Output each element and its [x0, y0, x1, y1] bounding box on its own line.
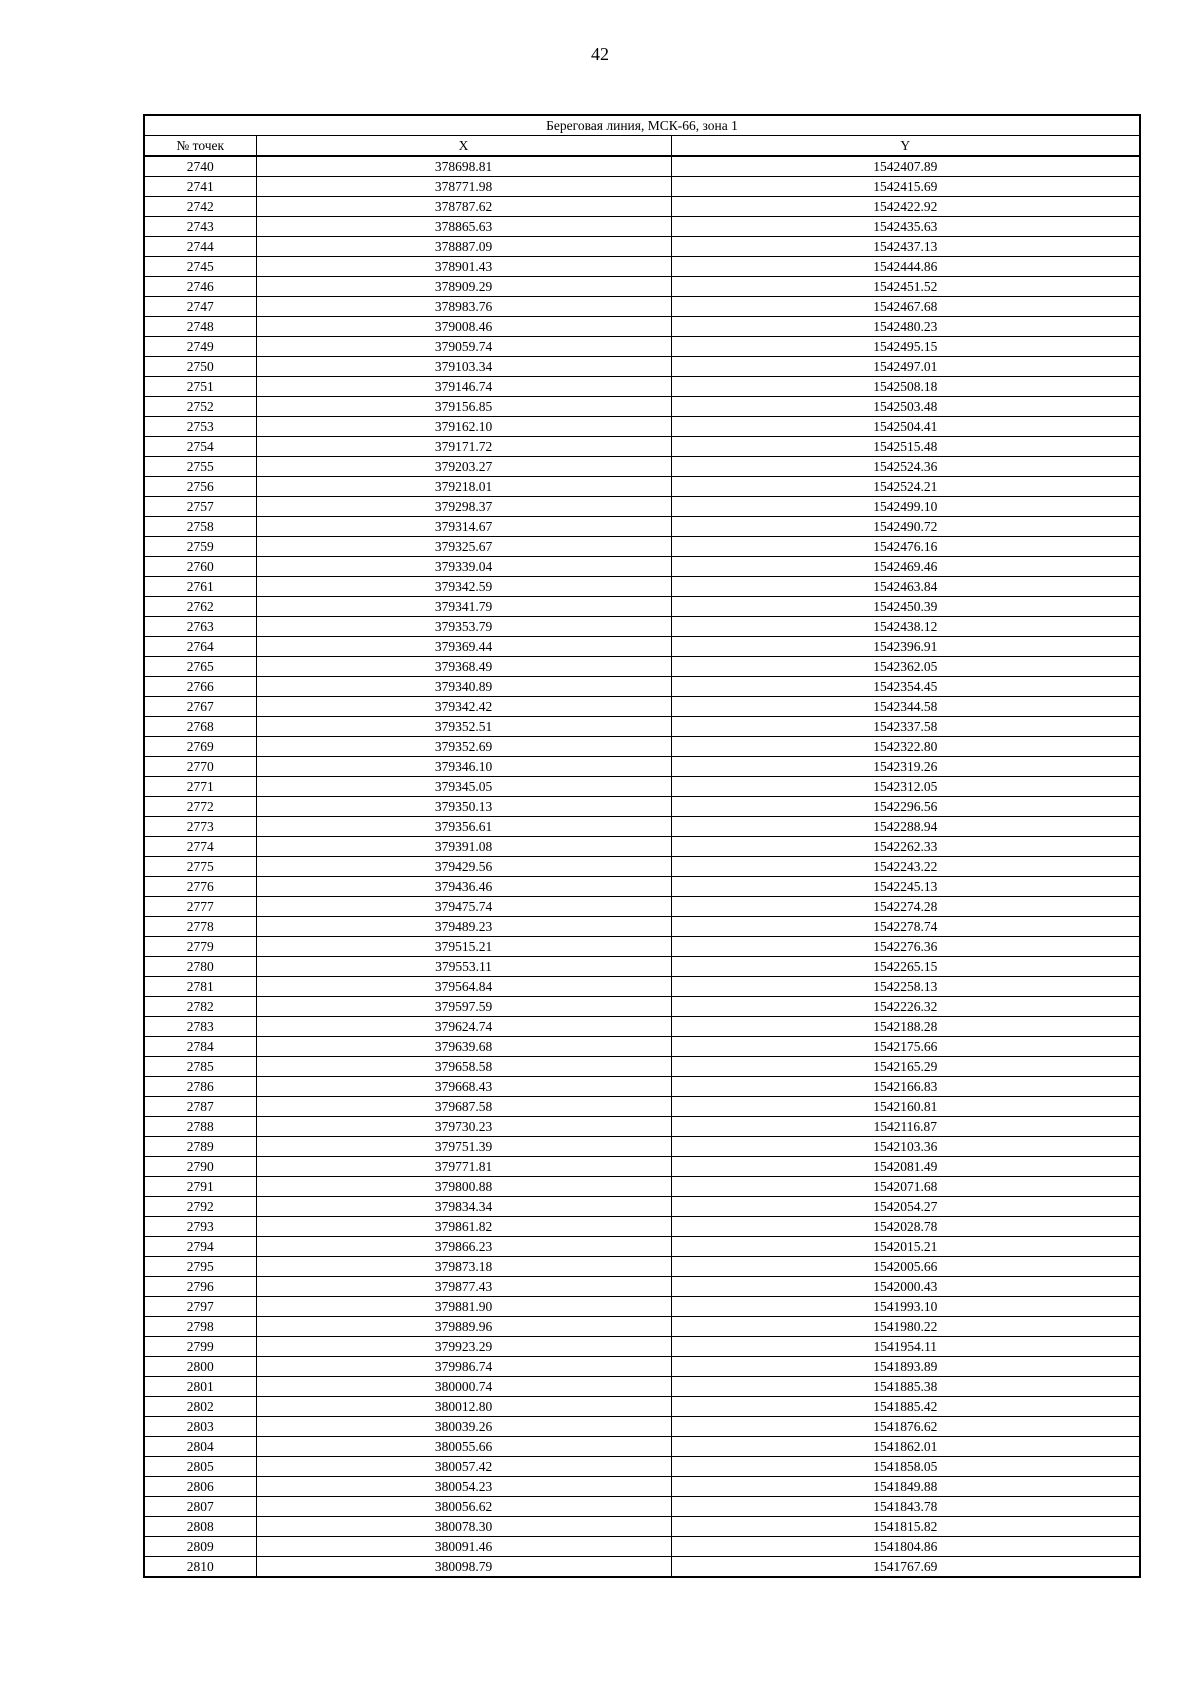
cell-y: 1541804.86 — [671, 1537, 1140, 1557]
table-row — [144, 1097, 1140, 1117]
cell-y: 1542490.72 — [671, 517, 1140, 537]
cell-x: 379687.58 — [256, 1097, 671, 1117]
cell-x: 379339.04 — [256, 557, 671, 577]
cell-point-number: 2782 — [144, 997, 256, 1017]
cell-point-number: 2763 — [144, 617, 256, 637]
cell-point-number: 2744 — [144, 237, 256, 257]
cell-point-number: 2781 — [144, 977, 256, 997]
table-row — [144, 1157, 1140, 1177]
cell-point-number: 2757 — [144, 497, 256, 517]
cell-x: 379668.43 — [256, 1077, 671, 1097]
table-head — [144, 115, 1140, 156]
cell-x: 379800.88 — [256, 1177, 671, 1197]
cell-point-number: 2790 — [144, 1157, 256, 1177]
table-row — [144, 257, 1140, 277]
cell-point-number: 2743 — [144, 217, 256, 237]
cell-point-number: 2798 — [144, 1317, 256, 1337]
cell-y: 1542296.56 — [671, 797, 1140, 817]
cell-point-number: 2762 — [144, 597, 256, 617]
cell-point-number: 2772 — [144, 797, 256, 817]
cell-y: 1542276.36 — [671, 937, 1140, 957]
cell-point-number: 2806 — [144, 1477, 256, 1497]
cell-y: 1542243.22 — [671, 857, 1140, 877]
table-row — [144, 1077, 1140, 1097]
table-row — [144, 156, 1140, 177]
cell-y: 1542337.58 — [671, 717, 1140, 737]
table-row — [144, 277, 1140, 297]
cell-point-number: 2774 — [144, 837, 256, 857]
cell-y: 1542165.29 — [671, 1057, 1140, 1077]
cell-y: 1541858.05 — [671, 1457, 1140, 1477]
cell-x: 379391.08 — [256, 837, 671, 857]
cell-point-number: 2810 — [144, 1557, 256, 1578]
cell-point-number: 2761 — [144, 577, 256, 597]
cell-y: 1541885.42 — [671, 1397, 1140, 1417]
cell-point-number: 2759 — [144, 537, 256, 557]
table-row — [144, 1057, 1140, 1077]
table-row — [144, 837, 1140, 857]
cell-y: 1542116.87 — [671, 1117, 1140, 1137]
table-row — [144, 737, 1140, 757]
cell-point-number: 2791 — [144, 1177, 256, 1197]
cell-point-number: 2773 — [144, 817, 256, 837]
cell-x: 379597.59 — [256, 997, 671, 1017]
table-row — [144, 637, 1140, 657]
cell-y: 1542226.32 — [671, 997, 1140, 1017]
table-body — [144, 156, 1140, 1577]
cell-y: 1542175.66 — [671, 1037, 1140, 1057]
table-header-row — [144, 136, 1140, 157]
cell-y: 1542444.86 — [671, 257, 1140, 277]
cell-y: 1542071.68 — [671, 1177, 1140, 1197]
cell-x: 380098.79 — [256, 1557, 671, 1578]
table-row — [144, 817, 1140, 837]
cell-x: 380000.74 — [256, 1377, 671, 1397]
cell-y: 1542451.52 — [671, 277, 1140, 297]
cell-point-number: 2784 — [144, 1037, 256, 1057]
cell-point-number: 2749 — [144, 337, 256, 357]
cell-y: 1542028.78 — [671, 1217, 1140, 1237]
table-row — [144, 757, 1140, 777]
cell-x: 378787.62 — [256, 197, 671, 217]
table-title-row — [144, 115, 1140, 136]
cell-x: 380078.30 — [256, 1517, 671, 1537]
page-number: 42 — [591, 44, 609, 64]
cell-x: 378887.09 — [256, 237, 671, 257]
cell-point-number: 2755 — [144, 457, 256, 477]
column-header-point-number: № точек — [144, 136, 256, 157]
cell-y: 1542015.21 — [671, 1237, 1140, 1257]
table-row — [144, 1437, 1140, 1457]
cell-y: 1542312.05 — [671, 777, 1140, 797]
cell-x: 379162.10 — [256, 417, 671, 437]
table-row — [144, 657, 1140, 677]
table-row — [144, 1037, 1140, 1057]
cell-point-number: 2771 — [144, 777, 256, 797]
cell-y: 1542344.58 — [671, 697, 1140, 717]
table-row — [144, 597, 1140, 617]
table-row — [144, 177, 1140, 197]
cell-point-number: 2789 — [144, 1137, 256, 1157]
cell-x: 379156.85 — [256, 397, 671, 417]
cell-y: 1541993.10 — [671, 1297, 1140, 1317]
cell-x: 378865.63 — [256, 217, 671, 237]
table-row — [144, 697, 1140, 717]
cell-x: 379356.61 — [256, 817, 671, 837]
table-row — [144, 197, 1140, 217]
cell-y: 1542278.74 — [671, 917, 1140, 937]
table-row — [144, 537, 1140, 557]
cell-point-number: 2740 — [144, 156, 256, 177]
cell-x: 379771.81 — [256, 1157, 671, 1177]
cell-x: 379429.56 — [256, 857, 671, 877]
cell-y: 1541843.78 — [671, 1497, 1140, 1517]
cell-y: 1542480.23 — [671, 317, 1140, 337]
cell-point-number: 2768 — [144, 717, 256, 737]
cell-point-number: 2778 — [144, 917, 256, 937]
cell-y: 1542407.89 — [671, 156, 1140, 177]
cell-x: 379342.42 — [256, 697, 671, 717]
cell-y: 1542515.48 — [671, 437, 1140, 457]
cell-y: 1542081.49 — [671, 1157, 1140, 1177]
cell-x: 380091.46 — [256, 1537, 671, 1557]
cell-x: 379489.23 — [256, 917, 671, 937]
cell-x: 379515.21 — [256, 937, 671, 957]
cell-x: 379923.29 — [256, 1337, 671, 1357]
cell-y: 1542274.28 — [671, 897, 1140, 917]
table-row — [144, 1177, 1140, 1197]
cell-point-number: 2792 — [144, 1197, 256, 1217]
cell-point-number: 2801 — [144, 1377, 256, 1397]
cell-x: 378771.98 — [256, 177, 671, 197]
cell-point-number: 2800 — [144, 1357, 256, 1377]
table-row — [144, 1537, 1140, 1557]
cell-y: 1542422.92 — [671, 197, 1140, 217]
table-row — [144, 917, 1140, 937]
cell-x: 379353.79 — [256, 617, 671, 637]
table-row — [144, 1017, 1140, 1037]
table-row — [144, 777, 1140, 797]
table-row — [144, 1417, 1140, 1437]
cell-x: 379986.74 — [256, 1357, 671, 1377]
cell-y: 1542319.26 — [671, 757, 1140, 777]
cell-x: 379350.13 — [256, 797, 671, 817]
table-row — [144, 1337, 1140, 1357]
cell-x: 379877.43 — [256, 1277, 671, 1297]
cell-y: 1542188.28 — [671, 1017, 1140, 1037]
cell-point-number: 2767 — [144, 697, 256, 717]
cell-x: 379436.46 — [256, 877, 671, 897]
cell-x: 379475.74 — [256, 897, 671, 917]
cell-x: 379203.27 — [256, 457, 671, 477]
cell-x: 378901.43 — [256, 257, 671, 277]
cell-x: 378698.81 — [256, 156, 671, 177]
table-row — [144, 337, 1140, 357]
table-row — [144, 297, 1140, 317]
cell-x: 380039.26 — [256, 1417, 671, 1437]
table-row — [144, 317, 1140, 337]
cell-y: 1542262.33 — [671, 837, 1140, 857]
cell-x: 379873.18 — [256, 1257, 671, 1277]
cell-x: 380056.62 — [256, 1497, 671, 1517]
table-row — [144, 1557, 1140, 1578]
cell-y: 1541885.38 — [671, 1377, 1140, 1397]
cell-point-number: 2756 — [144, 477, 256, 497]
cell-x: 379340.89 — [256, 677, 671, 697]
cell-y: 1542467.68 — [671, 297, 1140, 317]
cell-y: 1541815.82 — [671, 1517, 1140, 1537]
cell-y: 1541849.88 — [671, 1477, 1140, 1497]
cell-y: 1541767.69 — [671, 1557, 1140, 1578]
cell-x: 380055.66 — [256, 1437, 671, 1457]
cell-y: 1541954.11 — [671, 1337, 1140, 1357]
cell-point-number: 2776 — [144, 877, 256, 897]
table-row — [144, 1457, 1140, 1477]
cell-y: 1542438.12 — [671, 617, 1140, 637]
cell-x: 379730.23 — [256, 1117, 671, 1137]
table-row — [144, 1317, 1140, 1337]
cell-x: 380054.23 — [256, 1477, 671, 1497]
table-row — [144, 1257, 1140, 1277]
cell-y: 1541980.22 — [671, 1317, 1140, 1337]
table-row — [144, 457, 1140, 477]
coordinates-table — [143, 114, 1141, 1578]
cell-x: 379352.69 — [256, 737, 671, 757]
table-row — [144, 497, 1140, 517]
cell-x: 379325.67 — [256, 537, 671, 557]
table-row — [144, 977, 1140, 997]
cell-y: 1542503.48 — [671, 397, 1140, 417]
cell-point-number: 2742 — [144, 197, 256, 217]
cell-y: 1542258.13 — [671, 977, 1140, 997]
cell-y: 1542160.81 — [671, 1097, 1140, 1117]
cell-point-number: 2747 — [144, 297, 256, 317]
table-row — [144, 857, 1140, 877]
cell-x: 379624.74 — [256, 1017, 671, 1037]
cell-point-number: 2752 — [144, 397, 256, 417]
table-row — [144, 357, 1140, 377]
table-row — [144, 377, 1140, 397]
cell-y: 1542435.63 — [671, 217, 1140, 237]
cell-y: 1542166.83 — [671, 1077, 1140, 1097]
cell-y: 1542396.91 — [671, 637, 1140, 657]
table-row — [144, 617, 1140, 637]
cell-point-number: 2753 — [144, 417, 256, 437]
cell-x: 379553.11 — [256, 957, 671, 977]
table-row — [144, 1357, 1140, 1377]
table-row — [144, 797, 1140, 817]
table-title: Береговая линия, МСК-66, зона 1 — [144, 115, 1140, 136]
cell-y: 1542288.94 — [671, 817, 1140, 837]
table-row — [144, 1397, 1140, 1417]
cell-y: 1541862.01 — [671, 1437, 1140, 1457]
cell-y: 1542524.36 — [671, 457, 1140, 477]
cell-point-number: 2804 — [144, 1437, 256, 1457]
cell-point-number: 2766 — [144, 677, 256, 697]
table-row — [144, 1137, 1140, 1157]
cell-y: 1542415.69 — [671, 177, 1140, 197]
cell-point-number: 2783 — [144, 1017, 256, 1037]
cell-x: 379314.67 — [256, 517, 671, 537]
cell-point-number: 2764 — [144, 637, 256, 657]
table-row — [144, 677, 1140, 697]
table-row — [144, 557, 1140, 577]
table-row — [144, 1237, 1140, 1257]
cell-x: 379298.37 — [256, 497, 671, 517]
table-row — [144, 577, 1140, 597]
cell-x: 379881.90 — [256, 1297, 671, 1317]
cell-x: 379861.82 — [256, 1217, 671, 1237]
table-row — [144, 957, 1140, 977]
cell-y: 1542524.21 — [671, 477, 1140, 497]
cell-point-number: 2788 — [144, 1117, 256, 1137]
cell-point-number: 2750 — [144, 357, 256, 377]
cell-point-number: 2777 — [144, 897, 256, 917]
cell-point-number: 2805 — [144, 1457, 256, 1477]
table-row — [144, 997, 1140, 1017]
cell-y: 1542476.16 — [671, 537, 1140, 557]
cell-point-number: 2758 — [144, 517, 256, 537]
cell-y: 1542504.41 — [671, 417, 1140, 437]
cell-x: 379146.74 — [256, 377, 671, 397]
cell-x: 379368.49 — [256, 657, 671, 677]
cell-y: 1542000.43 — [671, 1277, 1140, 1297]
table-row — [144, 237, 1140, 257]
cell-x: 379346.10 — [256, 757, 671, 777]
cell-point-number: 2754 — [144, 437, 256, 457]
cell-point-number: 2786 — [144, 1077, 256, 1097]
column-header-y: Y — [671, 136, 1140, 157]
table-row — [144, 1117, 1140, 1137]
cell-x: 379171.72 — [256, 437, 671, 457]
cell-x: 379352.51 — [256, 717, 671, 737]
cell-y: 1541876.62 — [671, 1417, 1140, 1437]
cell-x: 378983.76 — [256, 297, 671, 317]
cell-x: 379342.59 — [256, 577, 671, 597]
cell-x: 379103.34 — [256, 357, 671, 377]
cell-y: 1542450.39 — [671, 597, 1140, 617]
cell-x: 378909.29 — [256, 277, 671, 297]
cell-point-number: 2799 — [144, 1337, 256, 1357]
cell-point-number: 2760 — [144, 557, 256, 577]
column-header-x: X — [256, 136, 671, 157]
table-row — [144, 1497, 1140, 1517]
table-row — [144, 437, 1140, 457]
table-row — [144, 417, 1140, 437]
cell-point-number: 2741 — [144, 177, 256, 197]
table-row — [144, 397, 1140, 417]
cell-point-number: 2795 — [144, 1257, 256, 1277]
cell-point-number: 2807 — [144, 1497, 256, 1517]
cell-x: 379866.23 — [256, 1237, 671, 1257]
cell-point-number: 2802 — [144, 1397, 256, 1417]
cell-y: 1542497.01 — [671, 357, 1140, 377]
cell-y: 1542463.84 — [671, 577, 1140, 597]
cell-point-number: 2779 — [144, 937, 256, 957]
cell-point-number: 2780 — [144, 957, 256, 977]
table-row — [144, 877, 1140, 897]
cell-x: 379341.79 — [256, 597, 671, 617]
table-row — [144, 1477, 1140, 1497]
cell-point-number: 2809 — [144, 1537, 256, 1557]
cell-point-number: 2808 — [144, 1517, 256, 1537]
table-row — [144, 517, 1140, 537]
cell-y: 1541893.89 — [671, 1357, 1140, 1377]
cell-x: 379889.96 — [256, 1317, 671, 1337]
cell-y: 1542508.18 — [671, 377, 1140, 397]
cell-point-number: 2765 — [144, 657, 256, 677]
cell-x: 380012.80 — [256, 1397, 671, 1417]
table-row — [144, 217, 1140, 237]
table-row — [144, 1297, 1140, 1317]
cell-y: 1542054.27 — [671, 1197, 1140, 1217]
cell-y: 1542469.46 — [671, 557, 1140, 577]
cell-point-number: 2769 — [144, 737, 256, 757]
cell-x: 379345.05 — [256, 777, 671, 797]
cell-point-number: 2794 — [144, 1237, 256, 1257]
table-row — [144, 477, 1140, 497]
cell-point-number: 2803 — [144, 1417, 256, 1437]
cell-x: 380057.42 — [256, 1457, 671, 1477]
cell-y: 1542354.45 — [671, 677, 1140, 697]
cell-y: 1542322.80 — [671, 737, 1140, 757]
table-row — [144, 937, 1140, 957]
cell-x: 379751.39 — [256, 1137, 671, 1157]
cell-point-number: 2796 — [144, 1277, 256, 1297]
cell-x: 379059.74 — [256, 337, 671, 357]
cell-point-number: 2751 — [144, 377, 256, 397]
cell-x: 379369.44 — [256, 637, 671, 657]
table-row — [144, 1377, 1140, 1397]
cell-y: 1542495.15 — [671, 337, 1140, 357]
cell-x: 379639.68 — [256, 1037, 671, 1057]
cell-x: 379218.01 — [256, 477, 671, 497]
cell-point-number: 2793 — [144, 1217, 256, 1237]
table-row — [144, 1517, 1140, 1537]
cell-point-number: 2787 — [144, 1097, 256, 1117]
cell-point-number: 2770 — [144, 757, 256, 777]
cell-y: 1542362.05 — [671, 657, 1140, 677]
cell-point-number: 2775 — [144, 857, 256, 877]
table-row — [144, 1197, 1140, 1217]
cell-y: 1542103.36 — [671, 1137, 1140, 1157]
table-row — [144, 897, 1140, 917]
cell-y: 1542437.13 — [671, 237, 1140, 257]
cell-point-number: 2797 — [144, 1297, 256, 1317]
cell-x: 379564.84 — [256, 977, 671, 997]
table-row — [144, 1277, 1140, 1297]
cell-point-number: 2785 — [144, 1057, 256, 1077]
cell-y: 1542245.13 — [671, 877, 1140, 897]
cell-x: 379834.34 — [256, 1197, 671, 1217]
cell-y: 1542005.66 — [671, 1257, 1140, 1277]
cell-point-number: 2745 — [144, 257, 256, 277]
cell-point-number: 2746 — [144, 277, 256, 297]
cell-point-number: 2748 — [144, 317, 256, 337]
table-row — [144, 1217, 1140, 1237]
cell-x: 379008.46 — [256, 317, 671, 337]
cell-x: 379658.58 — [256, 1057, 671, 1077]
table-row — [144, 717, 1140, 737]
cell-y: 1542499.10 — [671, 497, 1140, 517]
cell-y: 1542265.15 — [671, 957, 1140, 977]
